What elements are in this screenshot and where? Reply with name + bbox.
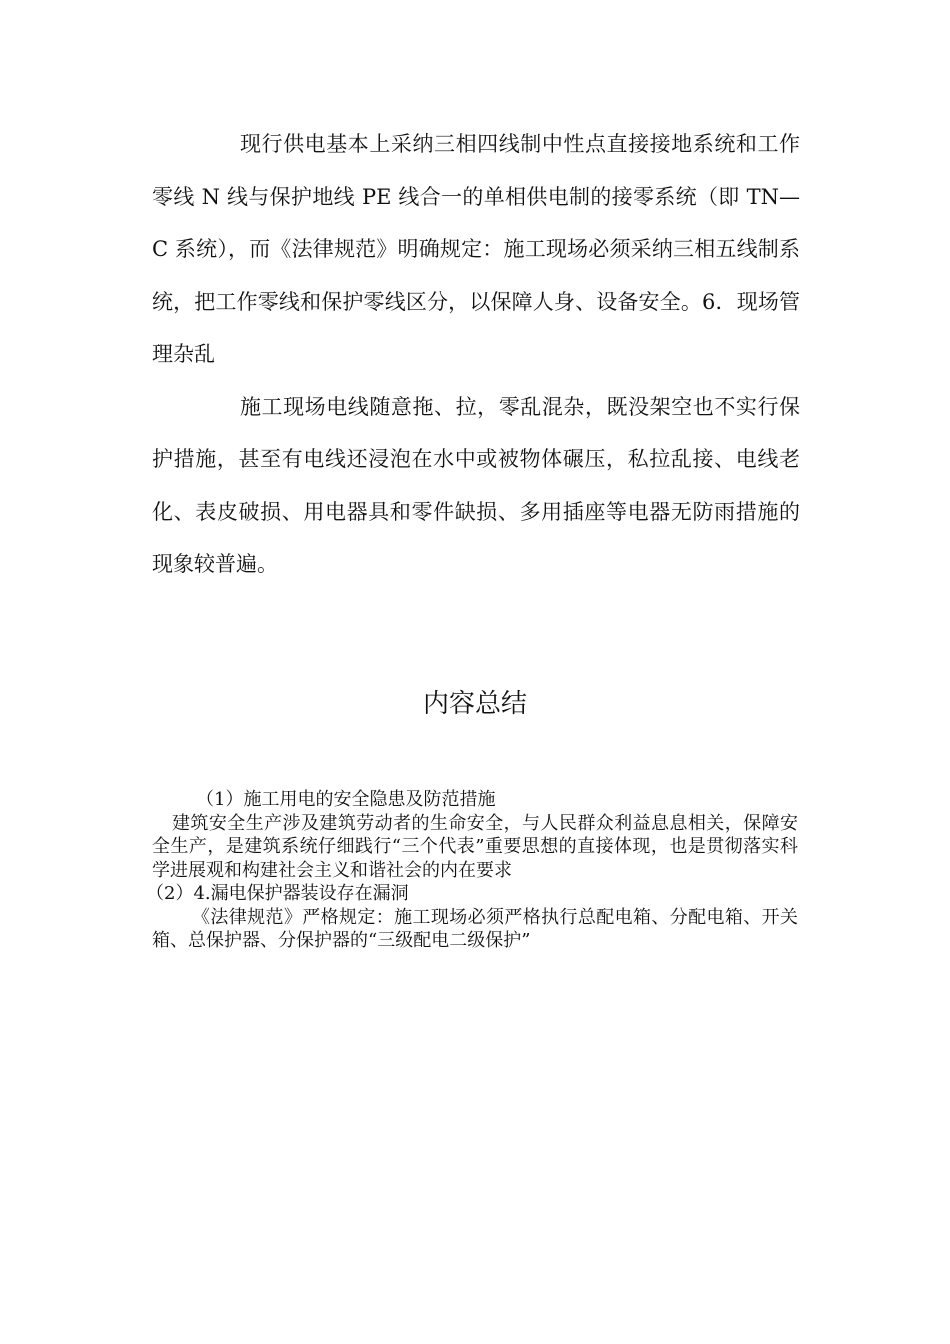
summary-line: 建筑安全生产涉及建筑劳动者的生命安全，与人民群众利益息息相关，保障安全生产，是建筑系统仔细践行“三个代表”重要思想的直接体现，也是贯彻落实科学进展观和构建社会主义和谐社会的内在要求 xyxy=(152,812,798,881)
summary-title: 内容总结 xyxy=(422,689,527,719)
summary-line: （2）4.漏电保护器装设存在漏洞 xyxy=(146,883,409,904)
summary-body xyxy=(146,788,798,953)
summary-line: 《法律规范》严格规定：施工现场必须严格执行总配电箱、分配电箱、开关箱、总保护器、分保护器的“三级配电二级保护” xyxy=(152,906,798,951)
summary-line: （1）施工用电的安全隐患及防范措施 xyxy=(196,789,496,810)
body-paragraph: 现行供电基本上采纳三相四线制中性点直接接地系统和工作零线 N 线与保护地线 PE 线合一的单相供电制的接零系统（即 TN—C 系统），而《法律规范》明确规定：施工现场必须采纳三相五线制系统，把工作零线和保护零线区分，以保障人身、设备安全。6．现场管理杂乱 xyxy=(152,132,800,366)
main-body-text xyxy=(152,118,800,591)
body-paragraph: 施工现场电线随意拖、拉，零乱混杂，既没架空也不实行保护措施，甚至有电线还浸泡在水中或被物体碾压，私拉乱接、电线老化、表皮破损、用电器具和零件缺损、多用插座等电器无防雨措施的现象较普遍。 xyxy=(152,394,800,576)
